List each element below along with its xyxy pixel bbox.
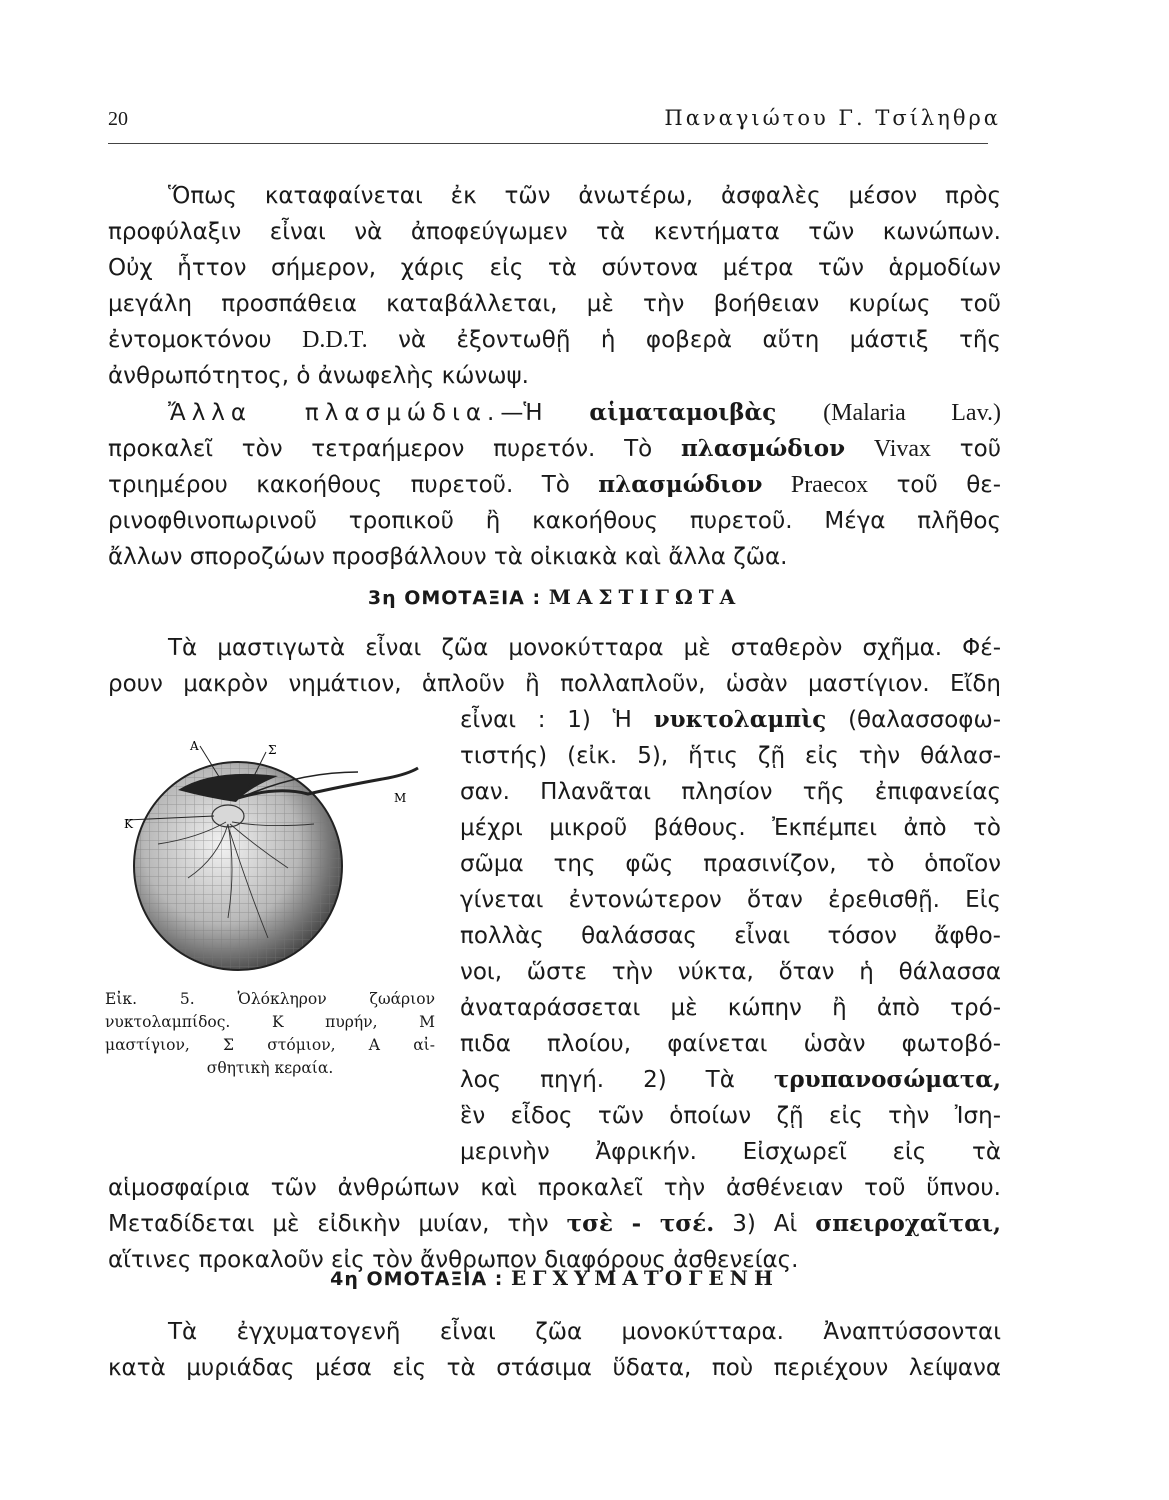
section-heading-4: 4η ΟΜΟΤΑΞΙΑ : ΕΓΧΥΜΑΤΟΓΕΝΗ (330, 1266, 779, 1290)
para1-line-2: προφύλαξιν εἶναι νὰ ἀποφεύγωμεν τὰ κεντήματα τῶν κωνώπων. (108, 219, 1001, 245)
para3-right-5: σῶμα της φῶς πρασινίζον, τὸ ὁποῖον (460, 851, 1001, 877)
nucleus (212, 805, 244, 827)
label-k: Κ (124, 817, 133, 831)
header-rule (108, 143, 988, 144)
para3-line-4: Μεταδίδεται μὲ εἰδικὴν μυίαν, τὴν τσὲ - τσέ. 3) Αἱ σπειροχαῖται, (108, 1210, 1002, 1237)
para2-line-5: ἄλλων σποροζώων προσβάλλουν τὰ οἰκιακὰ καὶ ἄλλα ζῶα. (108, 544, 788, 570)
para4-line-2: κατὰ μυριάδας μέσα εἰς τὰ στάσιμα ὕδατα, ποὺ περιέχουν λείψανα (108, 1355, 1001, 1381)
para2-line-3: τριημέρου κακοήθους πυρετοῦ. Τὸ πλασμώδιον Praecox τοῦ θε- (108, 471, 1002, 498)
para3-right-11: λος πηγή. 2) Τὰ τρυπανοσώματα, (460, 1066, 1001, 1093)
para1-line-1: Ὅπως καταφαίνεται ἐκ τῶν ἀνωτέρω, ἀσφαλὲς μέσον πρὸς (168, 183, 1001, 209)
figure-caption: Εἰκ. 5. Ὁλόκληρον ζωάριον νυκτολαμπίδος. Κ πυρήν, Μ μαστίγιον, Σ στόμιον, Α αἰ- σθητικὴ κεραία. (105, 990, 435, 1077)
para3-right-8: νοι, ὥστε τὴν νύκτα, ὅταν ἡ θάλασσα (460, 959, 1001, 985)
para3-right-9: ἀναταράσσεται μὲ κώπην ἢ ἀπὸ τρό- (460, 995, 1001, 1021)
para4-line-1: Τὰ ἐγχυματογενῆ εἶναι ζῶα μονοκύτταρα. Ἀναπτύσσονται (168, 1319, 1001, 1345)
para3-right-3: σαν. Πλανᾶται πλησίον τῆς ἐπιφανείας (460, 779, 1001, 805)
para3-right-1: εἶναι : 1) Ἡ νυκτολαμπὶς (θαλασσοφω- (460, 706, 1002, 733)
para2-line-1: Ἄλλα πλασμώδια.—Ἡ αἱματαμοιβὰς (Malaria Lav.) (168, 399, 1002, 426)
para3-right-7: πολλὰς θαλάσσας εἶναι τόσον ἄφθο- (460, 923, 1001, 949)
para3-line-2: ρουν μακρὸν νημάτιον, ἁπλοῦν ἢ πολλαπλοῦν, ὡσὰν μαστίγιον. Εἴδη (108, 671, 1001, 697)
para3-right-10: πιδα πλοίου, φαίνεται ὡσὰν φωτοβό- (460, 1031, 1001, 1057)
para1-line-6: ἀνθρωπότητος, ὁ ἀνωφελὴς κώνωψ. (108, 363, 529, 389)
label-a: Α (190, 739, 199, 753)
label-m: Μ (394, 791, 407, 805)
para3-right-12: ἓν εἶδος τῶν ὁποίων ζῇ εἰς τὴν Ἰση- (460, 1103, 1001, 1129)
para3-line-3: αἱμοσφαίρια τῶν ἀνθρώπων καὶ προκαλεῖ τὴν ἀσθένειαν τοῦ ὕπνου. (108, 1175, 1001, 1201)
noctiluca-illustration (118, 728, 438, 988)
para3-right-2: τιστής) (εἰκ. 5), ἥτις ζῇ εἰς τὴν θάλασ- (460, 743, 1001, 769)
para3-line-1: Τὰ μαστιγωτὰ εἶναι ζῶα μονοκύτταρα μὲ σταθερὸν σχῆμα. Φέ- (168, 635, 1001, 661)
para3-right-6: γίνεται ἐντονώτερον ὅταν ἐρεθισθῇ. Εἰς (460, 887, 1001, 913)
para2-line-2: προκαλεῖ τὸν τετραήμερον πυρετόν. Τὸ πλασμώδιον Vivax τοῦ (108, 435, 1002, 462)
para1-line-3: Οὐχ ἧττον σήμερον, χάρις εἰς τὰ σύντονα μέτρα τῶν ἁρμοδίων (108, 255, 1001, 281)
running-header-author: Παναγιώτου Γ. Τσίληθρα (664, 106, 1001, 130)
section-heading-3: 3η ΟΜΟΤΑΞΙΑ : ΜΑΣΤΙΓΩΤΑ (367, 585, 742, 609)
para1-line-4: μεγάλη προσπάθεια καταβάλλεται, μὲ τὴν βοήθειαν κυρίως τοῦ (108, 291, 1001, 317)
para3-right-13: μερινὴν Ἀφρικήν. Εἰσχωρεῖ εἰς τὰ (460, 1139, 1001, 1165)
para3-right-4: μέχρι μικροῦ βάθους. Ἐκπέμπει ἀπὸ τὸ (460, 815, 1001, 841)
para1-line-5: ἐντομοκτόνου D.D.T. νὰ ἐξοντωθῇ ἡ φοβερὰ αὕτη μάστιξ τῆς (108, 327, 1002, 353)
page-number: 20 (108, 108, 128, 130)
label-s: Σ (268, 743, 277, 757)
para2-line-4: ρινοφθινοπωρινοῦ τροπικοῦ ἢ κακοήθους πυρετοῦ. Μέγα πλῆθος (108, 508, 1001, 534)
para3-line-5: αἵτινες προκαλοῦν εἰς τὸν ἄνθρωπον διαφόρους ἀσθενείας. (108, 1247, 799, 1273)
